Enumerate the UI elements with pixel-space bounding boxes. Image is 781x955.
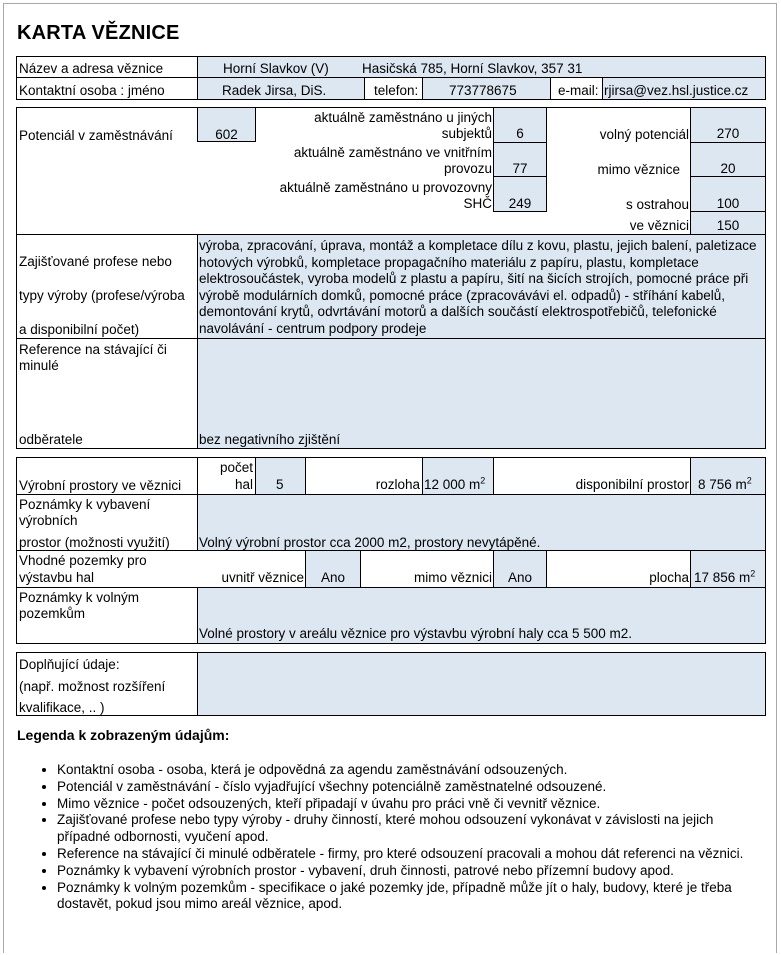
- disp-label: disponibilní prostor: [575, 477, 689, 492]
- jine-label-2: subjektů: [441, 126, 492, 141]
- plocha-unit-sup: 2: [750, 568, 756, 579]
- nazev-label: Název a adresa věznice: [19, 61, 164, 76]
- profese-label-1: Zajišťované profese nebo: [19, 254, 172, 269]
- doplnujici-text-cell: [197, 652, 766, 716]
- doplnujici-label-1: Doplňující údaje:: [19, 657, 120, 672]
- nazev-name: Horní Slavkov (V): [223, 61, 329, 76]
- shc-label-2: SHČ: [463, 196, 492, 211]
- kontakt-phone-label: telefon:: [374, 83, 419, 98]
- pocet-label-2: hal: [234, 477, 253, 492]
- legend-item: • Poznámky k vybavení výrobních prostor - vybavení, druh činnosti, patrové nebo přízemní budovy apod.: [57, 863, 762, 880]
- plocha-value: [694, 570, 755, 586]
- reference-label-2: minulé: [19, 358, 59, 373]
- reference-label-1: Reference na stávající či: [19, 342, 167, 357]
- rozloha-label: rozloha: [375, 477, 420, 492]
- legend-list: [17, 762, 762, 913]
- uvnitr-label: uvnitř věznice: [221, 570, 304, 585]
- volny-label: volný potenciál: [599, 127, 689, 142]
- volne-pozemky-label-1: Poznámky k volným: [19, 590, 140, 605]
- kontakt-label: Kontaktní osoba : jméno: [19, 83, 165, 98]
- disp-unit-sup: 2: [746, 475, 752, 486]
- vybaveni-label-3: prostor (možnosti využití): [19, 535, 170, 550]
- page-title: KARTA VĚZNICE: [17, 22, 180, 44]
- profese-text: výroba, zpracování, úprava, montáž a kompletace dílu z kovu, plastu, jejich balení, paletizace hotových výrobků, kompletace propagačního materiálu z papíru, plastu, kompletace elektrosoučástek, vyroba modelů z plastu a papíru, šití na šicích strojích, pomocné práce při výrobě modulárních domků, pomocné práce (zpracovávávi el. odpadů) - stříhání kabelů, demontování krytů, odvrtávání motorů a dalších součástí elektrospotřebičů, telefonické navolávání - centrum podpory prodeje: [199, 238, 757, 336]
- rozloha-value-text: 12 000 m: [424, 477, 481, 492]
- ostraha-label: s ostrahou: [625, 197, 689, 212]
- rozloha-value: [424, 477, 485, 493]
- disp-value: [698, 477, 752, 493]
- volne-pozemky-label-2: pozemkům: [19, 606, 86, 621]
- pozemky-label-1: Vhodné pozemky pro: [19, 553, 147, 568]
- legend-item: • Reference na stávající či minulé odběratele - firmy, pro které odsouzení pracovali a mohou dát referenci na věznici.: [57, 846, 762, 863]
- plocha-label: plocha: [649, 570, 689, 585]
- shc-value: 249: [508, 196, 532, 211]
- jine-label-1: aktuálně zaměstnáno u jiných: [314, 110, 492, 125]
- profese-label-2: typy výroby (profese/výroba: [19, 288, 185, 303]
- vnitrni-label-2: provozu: [443, 161, 492, 176]
- mimo-pozemky-value: Ano: [507, 570, 533, 585]
- legend-title: Legenda k zobrazeným údajům:: [17, 727, 230, 743]
- legend-item: • Kontaktní osoba - osoba, která je odpovědná za agendu zaměstnávání odsouzených.: [57, 762, 762, 779]
- pocet-value: 5: [276, 477, 284, 492]
- mimo-label: mimo věznice: [597, 162, 680, 177]
- legend-item: • Potenciál v zaměstnávání - číslo vyjadřující všechny potenciálně zaměstnatelné odsouzené.: [57, 779, 762, 796]
- kontakt-email-label: e-mail:: [558, 83, 599, 98]
- plocha-value-text: 17 856 m: [694, 570, 751, 585]
- vnitrni-value: 77: [512, 161, 528, 176]
- potencial-label: Potenciál v zaměstnávání: [19, 128, 173, 143]
- legend-item: • Zajišťované profese nebo typy výroby - druhy činností, které mohou odsouzení vykonávat v závislosti na jejich případné odbornosti, vyučení apod.: [57, 812, 762, 846]
- kontakt-phone: 773778675: [449, 83, 517, 98]
- reference-label-3: odběratele: [19, 432, 83, 447]
- vnitrni-label-1: aktuálně zaměstnáno ve vnitřním: [293, 145, 492, 160]
- profese-label-3: a disponibilní počet): [19, 322, 140, 337]
- pocet-label-1: počet: [219, 460, 253, 475]
- uvnitr-value: Ano: [320, 570, 346, 585]
- volne-pozemky-text: Volné prostory v areálu věznice pro výstavbu výrobní haly cca 5 500 m2.: [199, 626, 632, 641]
- volny-value: 270: [716, 126, 740, 141]
- shc-label-1: aktuálně zaměstnáno u provozovny: [279, 180, 492, 195]
- legend-item: • Poznámky k volným pozemkům - specifikace o jaké pozemky jde, případně může jít o haly, budovy, které je třeba dostavět, pokud jsou mimo areál věznice, apod.: [57, 880, 762, 914]
- mimo-value: 20: [720, 161, 736, 176]
- kontakt-name: Radek Jirsa, DiS.: [222, 83, 327, 98]
- doplnujici-label-2: (např. možnost rozšíření: [19, 679, 166, 694]
- ostraha-value: 100: [716, 196, 740, 211]
- jine-value: 6: [516, 126, 524, 141]
- vyrobni-label: Výrobní prostory ve věznici: [19, 478, 182, 493]
- ve-label: ve věznici: [629, 218, 689, 233]
- ve-value: 150: [716, 218, 740, 233]
- reference-text: bez negativního zjištění: [199, 432, 341, 447]
- rozloha-unit-sup: 2: [480, 475, 486, 486]
- legend-item: • Mimo věznice - počet odsouzených, kteří připadají v úvahu pro práci vně či vevnitř věznice.: [57, 796, 762, 813]
- vybaveni-text: Volný výrobní prostor cca 2000 m2, prostory nevytápěné.: [199, 535, 541, 550]
- vybaveni-label-1: Poznámky k vybavení: [19, 497, 151, 512]
- kontakt-email-link[interactable]: rjirsa@vez.hsl.justice.cz: [604, 83, 749, 98]
- mimo-pozemky-label: mimo věznici: [413, 570, 492, 585]
- pozemky-label-2: výstavbu hal: [19, 570, 95, 585]
- doplnujici-label-3: kvalifikace, .. ): [19, 700, 105, 715]
- potencial-value: 602: [215, 127, 238, 142]
- vybaveni-label-2: výrobních: [19, 513, 78, 528]
- disp-value-text: 8 756 m: [698, 477, 747, 492]
- nazev-address: Hasičská 785, Horní Slavkov, 357 31: [362, 61, 583, 76]
